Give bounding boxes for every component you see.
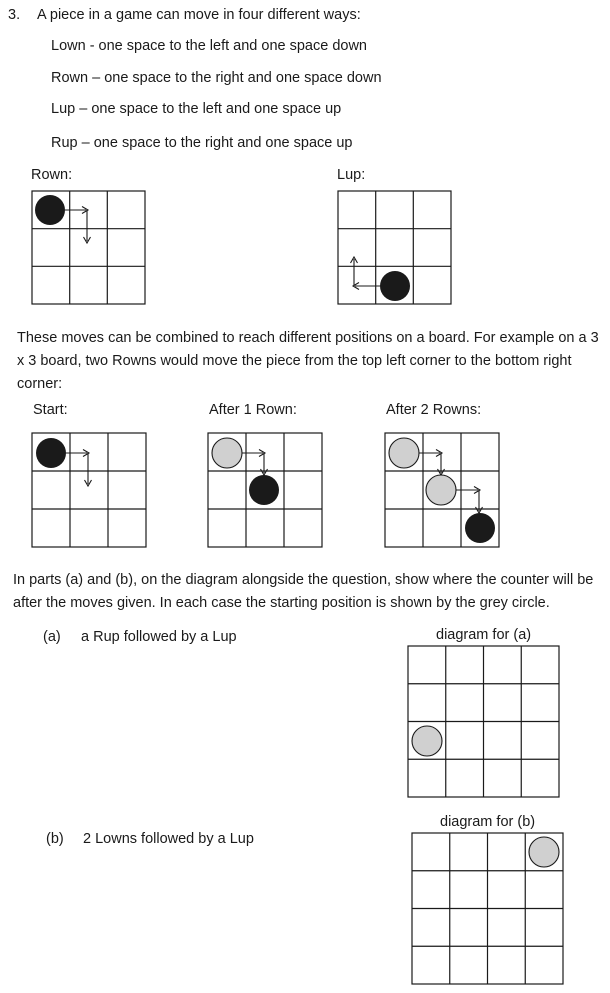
after-1-rown-board bbox=[208, 433, 323, 548]
part-b-label: (b) bbox=[46, 831, 64, 847]
down-arrow bbox=[438, 453, 445, 475]
instructions-paragraph: In parts (a) and (b), on the diagram alongside the question, show where the counter will be after the moves given. In each case the starting position is shown by the grey circle. bbox=[13, 572, 594, 611]
grey-counter bbox=[529, 837, 559, 867]
part-a-label: (a) bbox=[43, 629, 61, 645]
question-intro: A piece in a game can move in four different ways: bbox=[37, 7, 361, 23]
lup-example-label: Lup: bbox=[337, 167, 366, 183]
rown-example-board bbox=[32, 191, 146, 305]
grey-counter bbox=[212, 438, 242, 468]
move-rown: Rown – one space to the right and one space down bbox=[51, 70, 382, 86]
diagram-b-board[interactable] bbox=[412, 833, 564, 985]
move-lown: Lown - one space to the left and one space down bbox=[51, 38, 367, 54]
question-number: 3. bbox=[8, 7, 21, 23]
move-rup: Rup – one space to the right and one space up bbox=[51, 135, 353, 151]
grey-counter bbox=[389, 438, 419, 468]
rown-example-label: Rown: bbox=[31, 167, 73, 183]
diagram-b-label: diagram for (b) bbox=[440, 814, 536, 830]
down-arrow bbox=[85, 453, 92, 486]
down-arrow bbox=[476, 490, 483, 513]
black-counter bbox=[465, 513, 495, 543]
start-board bbox=[32, 433, 147, 548]
combination-paragraph: These moves can be combined to reach different positions on a board. For example on a 3 x 3 board, two Rowns would move the piece from the top left corner to the bottom right corner: bbox=[17, 330, 599, 392]
black-counter bbox=[380, 271, 410, 301]
after-2-rowns-board bbox=[385, 433, 500, 548]
part-b-text: 2 Lowns followed by a Lup bbox=[83, 831, 254, 847]
diagram-a-label: diagram for (a) bbox=[436, 627, 532, 643]
move-lup: Lup – one space to the left and one space up bbox=[51, 101, 342, 117]
right-arrow bbox=[65, 207, 88, 214]
part-a-text: a Rup followed by a Lup bbox=[81, 629, 237, 645]
black-counter bbox=[35, 195, 65, 225]
lup-example-board bbox=[338, 191, 452, 305]
up-arrow bbox=[351, 257, 358, 286]
down-arrow bbox=[261, 453, 268, 475]
grey-counter bbox=[426, 475, 456, 505]
diagram-a-board[interactable] bbox=[408, 646, 560, 798]
start-label: Start: bbox=[33, 402, 68, 418]
down-arrow bbox=[84, 210, 91, 243]
black-counter bbox=[249, 475, 279, 505]
after-2-rowns-label: After 2 Rowns: bbox=[386, 402, 482, 418]
after-1-rown-label: After 1 Rown: bbox=[209, 402, 297, 418]
grey-counter bbox=[412, 726, 442, 756]
black-counter bbox=[36, 438, 66, 468]
right-arrow bbox=[456, 487, 480, 494]
